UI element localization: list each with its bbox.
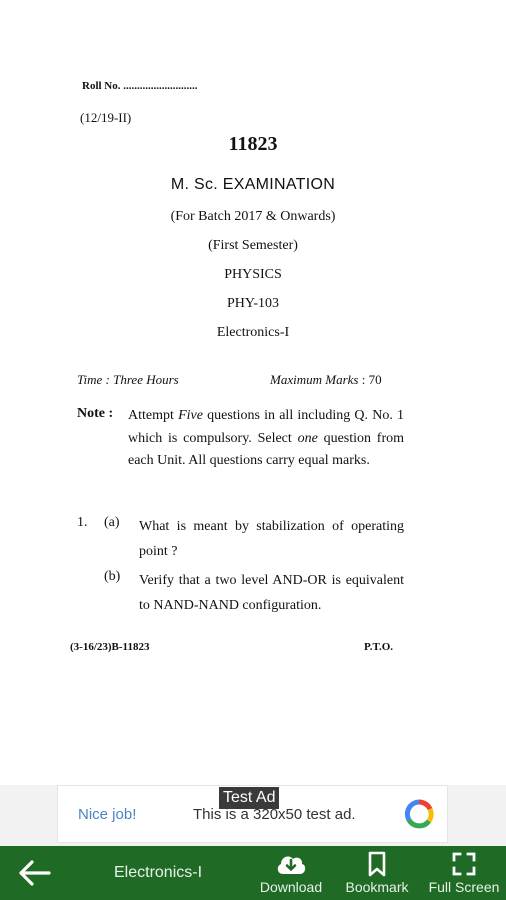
roll-number: Roll No. ........................... [82,80,198,92]
bookmark-button[interactable] [341,846,413,900]
ad-nice-text[interactable]: Nice job! [78,806,137,823]
fullscreen-label: Full Screen [428,879,500,895]
exam-title: M. Sc. EXAMINATION [170,176,336,193]
fullscreen-button[interactable] [424,846,504,900]
bookmark-label: Bookmark [345,879,409,895]
question-part-text-a: What is meant by stabilization of operating point ? [139,519,404,559]
batch-info: (For Batch 2017 & Onwards) [170,209,336,224]
fullscreen-icon [451,850,477,878]
time-allowed: Time : Three Hours [77,372,179,387]
note-text-part: question from each Unit. All questions carry equal marks. [128,430,405,468]
download-button[interactable] [256,846,326,900]
paper-code: PHY-103 [226,296,280,311]
question-part-text-b: Verify that a two level AND-OR is equivalent to NAND-NAND configuration. [139,573,404,613]
subject-name: PHYSICS [224,267,282,282]
footer-code: (3-16/23)B-11823 [70,641,150,653]
question-part-label-b: (b) [104,569,121,584]
paper-series-code: (12/19-II) [80,110,132,125]
note-text-five: Five [178,408,203,423]
paper-title: Electronics-I [216,325,290,340]
footer-pto: P.T.O. [364,641,394,653]
note-text [128,405,404,473]
semester-info: (First Semester) [208,238,298,253]
note-text-part: questions in all including Q. No. 1 which is compulsory. Select [128,408,404,446]
note-label: Note : [77,406,114,421]
toolbar-title: Electronics-I [114,864,203,881]
paper-number: 11823 [228,133,278,155]
ad-tag: Test Ad [219,787,279,809]
ad-logo-icon[interactable] [403,798,435,830]
bookmark-icon [366,850,388,878]
bottom-toolbar [0,846,506,900]
download-label: Download [259,879,323,895]
maximum-marks-label: Maximum Marks [270,372,359,387]
back-arrow-icon [16,858,52,888]
note-text-one: one [297,430,318,446]
back-button[interactable] [16,858,52,888]
note-text-part: Attempt [128,408,179,423]
question-number: 1. [77,515,88,530]
maximum-marks [270,372,382,388]
cloud-download-icon [274,850,308,878]
ad-text[interactable]: This is a 320x50 test ad. [193,806,356,823]
question-part-label-a: (a) [104,515,120,530]
maximum-marks-value: : 70 [358,372,382,387]
